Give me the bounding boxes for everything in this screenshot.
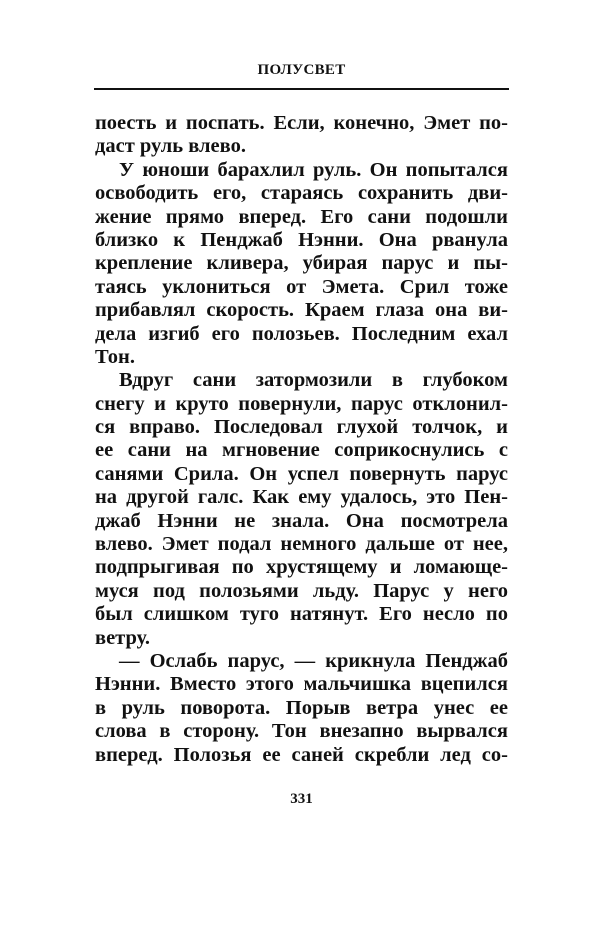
text-line: даст руль влево. xyxy=(95,135,246,158)
text-line: джаб Нэнни не знала. Она посмотрела xyxy=(95,509,508,532)
text-line: освободить его, стараясь сохранить дви- xyxy=(95,182,508,205)
text-line: Нэнни. Вместо этого мальчишка вцепился xyxy=(95,673,508,696)
text-line: поесть и поспать. Если, конечно, Эмет по- xyxy=(95,112,508,134)
text-line: ся вправо. Последовал глухой толчок, и xyxy=(95,416,508,439)
text-line: У юноши барахлил руль. Он попытался xyxy=(119,158,508,181)
text-line: близко к Пенджаб Нэнни. Она рванула xyxy=(95,228,508,251)
text-line: слова в сторону. Тон внезапно вырвался xyxy=(95,720,508,743)
text-line: снегу и круто повернули, парус отклонил- xyxy=(95,392,508,415)
book-page xyxy=(95,0,508,941)
text-line: влево. Эмет подал немного дальше от нее, xyxy=(95,533,508,556)
body-text xyxy=(95,112,508,767)
text-line: в руль поворота. Порыв ветра унес ее xyxy=(95,696,508,719)
running-head: ПОЛУСВЕТ xyxy=(257,62,346,78)
text-line: был слишком туго натянут. Его несло по xyxy=(95,603,508,626)
text-line: подпрыгивая по хрустящему и ломающе- xyxy=(95,556,508,579)
text-line: крепление кливера, убирая парус и пы- xyxy=(95,252,508,275)
header-rule xyxy=(94,88,509,90)
text-line: Вдруг сани затормозили в глубоком xyxy=(119,369,508,392)
text-line: прибавлял скорость. Краем глаза она ви- xyxy=(95,299,508,322)
text-line: таясь уклониться от Эмета. Срил тоже xyxy=(95,275,508,298)
text-line: санями Срила. Он успел повернуть парус xyxy=(95,462,508,485)
text-line: Тон. xyxy=(95,345,135,368)
text-line: вперед. Полозья ее саней скребли лед со- xyxy=(95,743,508,766)
text-line: — Ослабь парус, — крикнула Пенджаб xyxy=(119,649,508,672)
text-line: ветру. xyxy=(95,626,150,649)
text-line: на другой галс. Как ему удалось, это Пен- xyxy=(95,486,508,509)
text-line: муся под полозьями льду. Парус у него xyxy=(95,579,508,602)
text-line: ее сани на мгновение соприкоснулись с xyxy=(95,439,508,462)
text-line: дела изгиб его полозьев. Последним ехал xyxy=(95,322,508,345)
page-number: 331 xyxy=(290,791,313,807)
text-line: жение прямо вперед. Его сани подошли xyxy=(95,205,508,228)
